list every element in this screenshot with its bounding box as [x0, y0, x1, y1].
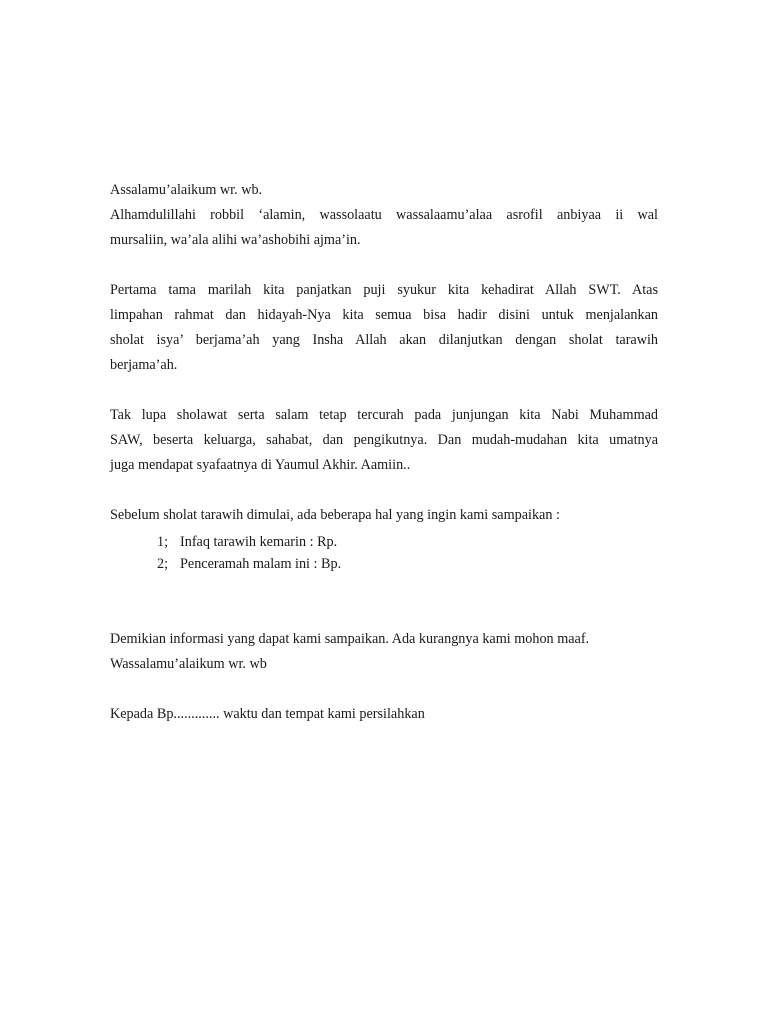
closing-line-1: Demikian informasi yang dapat kami sampaikan. Ada kurangnya kami mohon maaf. — [110, 631, 590, 647]
greeting — [110, 178, 658, 203]
greeting-text: Assalamu’alaikum wr. wb. — [110, 182, 263, 198]
document-body — [110, 178, 658, 727]
announcement-list — [110, 531, 658, 575]
list-item-text: Infaq tarawih kemarin : Rp. — [180, 534, 338, 550]
list-item — [110, 553, 658, 575]
sholawat-line-3: juga mendapat syafaatnya di Yaumul Akhir. Aamiin.. — [110, 457, 411, 473]
list-item-text: Penceramah malam ini : Bp. — [180, 556, 342, 572]
opening-line-1: Alhamdulillahi robbil ‘alamin, wassolaatu wassalaamu’alaa asrofil anbiyaa ii wal — [110, 207, 658, 223]
gratitude-line-2: limpahan rahmat dan hidayah-Nya kita semua bisa hadir disini untuk menjalankan — [110, 307, 658, 323]
announcement-intro — [110, 503, 658, 528]
sholawat-line-2: SAW, beserta keluarga, sahabat, dan pengikutnya. Dan mudah-mudahan kita umatnya — [110, 432, 658, 448]
list-item-number: 1; — [157, 534, 169, 550]
list-item — [110, 531, 658, 553]
opening-line-2: mursaliin, wa’ala alihi wa’ashobihi ajma’in. — [110, 232, 361, 248]
opening-paragraph — [110, 203, 658, 253]
gratitude-line-1: Pertama tama marilah kita panjatkan puji syukur kita kehadirat Allah SWT. Atas — [110, 282, 658, 298]
handover-paragraph — [110, 702, 658, 727]
handover-text: Kepada Bp............. waktu dan tempat kami persilahkan — [110, 706, 425, 722]
list-item-number: 2; — [157, 556, 169, 572]
closing-paragraph — [110, 627, 658, 677]
announcement-intro-text: Sebelum sholat tarawih dimulai, ada beberapa hal yang ingin kami sampaikan : — [110, 507, 560, 523]
paragraph-sholawat — [110, 403, 658, 478]
gratitude-line-3: sholat isya’ berjama’ah yang Insha Allah akan dilanjutkan dengan sholat tarawih — [110, 332, 658, 348]
spacer — [110, 575, 658, 627]
paragraph-gratitude — [110, 278, 658, 378]
sholawat-line-1: Tak lupa sholawat serta salam tetap tercurah pada junjungan kita Nabi Muhammad — [110, 407, 658, 423]
closing-line-2: Wassalamu’alaikum wr. wb — [110, 656, 267, 672]
gratitude-line-4: berjama’ah. — [110, 357, 178, 373]
